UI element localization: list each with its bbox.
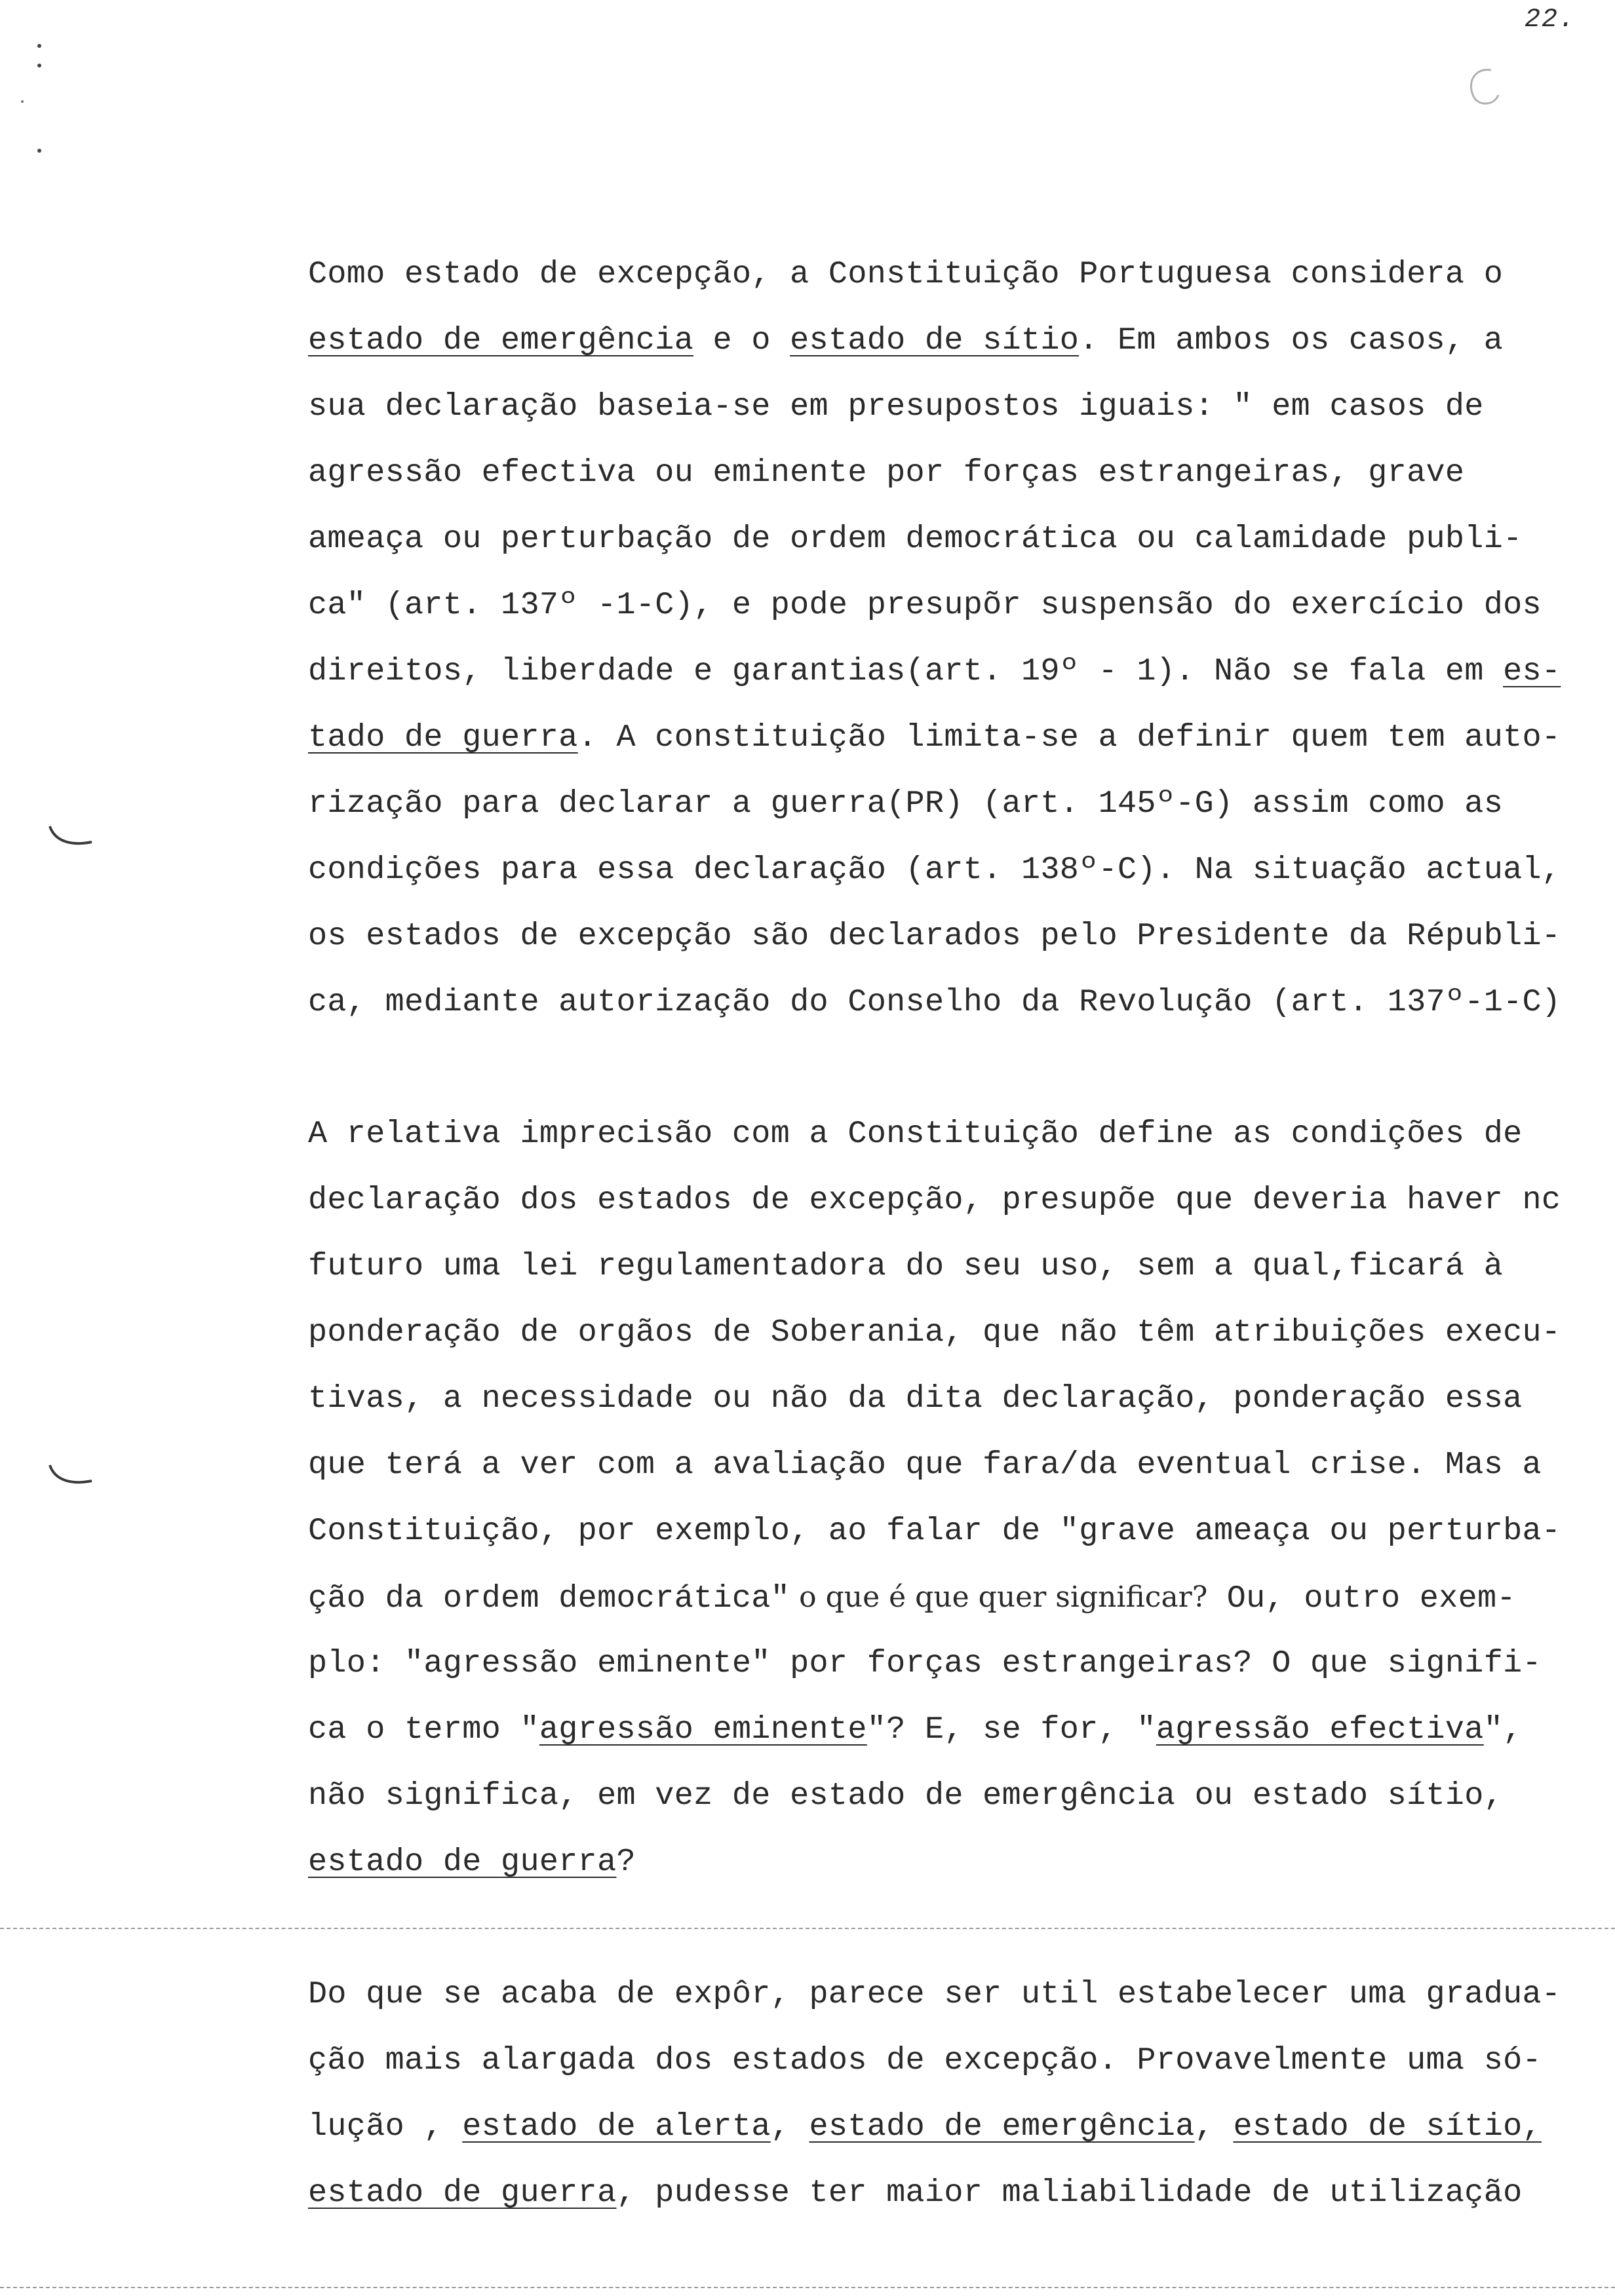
text-line [308,1167,1612,1233]
text-segment: que terá a ver com a avaliação que fara/da eventual crise. Mas a [308,1447,1542,1483]
text-segment: declaração dos estados de excepção, presupõe que deveria haver nc [308,1182,1561,1218]
margin-bracket-mark-2 [46,1461,98,1494]
text-segment: , [770,2109,809,2145]
paragraph-2 [308,1101,1612,1895]
pencil-circle-mark [1462,62,1508,115]
underlined-term: tado de guerra [308,719,578,756]
text-segment: lução , [308,2109,463,2145]
text-line [308,2027,1612,2094]
text-segment: ponderação de orgãos de Soberania, que não têm atribuições execu- [308,1314,1561,1350]
text-segment: . A constituição limita-se a definir quem tem auto- [577,719,1561,756]
text-line [308,1630,1612,1696]
text-segment: Do que se acaba de expôr, parece ser util estabelecer uma gradua- [308,1976,1561,2012]
text-segment: ", [1483,1712,1523,1748]
text-line [308,1696,1612,1763]
text-segment: ca o termo " [308,1712,539,1748]
text-segment: Como estado de excepção, a Constituição Portuguesa considera o [308,256,1504,292]
margin-dots-mark [20,39,59,170]
text-line [308,241,1612,307]
text-line [308,1763,1612,1829]
text-line [308,1299,1612,1366]
text-line [308,704,1612,771]
page-bottom-edge [0,2287,1615,2288]
text-line [308,1829,1612,1895]
text-segment: condições para essa declaração (art. 138º-C). Na situação actual, [308,852,1561,888]
underlined-term: estado de guerra [308,2175,617,2211]
text-segment: ameaça ou perturbação de ordem democrática ou calamidade publi- [308,521,1523,557]
page-number: 22. [1524,5,1576,35]
text-line [308,2160,1612,2226]
underlined-term: es- [1503,653,1561,689]
text-line [308,373,1612,440]
text-segment: A relativa imprecisão com a Constituição define as condições de [308,1116,1523,1152]
text-line [308,638,1612,704]
text-segment: futuro uma lei regulamentadora do seu uso, sem a qual,ficará à [308,1248,1504,1284]
text-line [308,1961,1612,2027]
underlined-term: estado de sítio, [1233,2109,1542,2145]
text-line [308,771,1612,837]
text-line [308,1432,1612,1498]
text-line [308,1564,1612,1630]
text-line [308,903,1612,969]
text-line [308,969,1612,1035]
underlined-term: agressão efectiva [1156,1712,1484,1748]
text-segment: "? E, se for, " [866,1712,1156,1748]
text-line [308,1498,1612,1564]
text-segment: . Em ambos os casos, a [1079,322,1504,358]
text-segment: direitos, liberdade e garantias(art. 19º - 1). Não se fala em [308,653,1504,689]
text-segment: ? [616,1844,636,1880]
text-segment: rização para declarar a guerra(PR) (art. 145º-G) assim como as [308,786,1504,822]
underlined-term: estado de emergência [809,2109,1195,2145]
underlined-term: estado de sítio [790,322,1080,358]
text-line [308,837,1612,903]
paragraph-3 [308,1961,1612,2226]
text-segment: ca" (art. 137º -1-C), e pode presupõr suspensão do exercício dos [308,587,1542,623]
text-segment: ção da ordem democrática" [308,1580,790,1617]
text-segment: sua declaração baseia-se em presupostos iguais: " em casos de [308,389,1484,425]
text-segment: e o [693,322,790,358]
page-fold-divider [0,1928,1615,1929]
text-segment: ção mais alargada dos estados de excepção. Provavelmente uma só- [308,2042,1542,2078]
text-line [308,1101,1612,1167]
text-line [308,2094,1612,2160]
underlined-term: agressão eminente [539,1712,867,1748]
text-segment: plo: "agressão eminente" por forças estrangeiras? O que signifi- [308,1645,1542,1681]
margin-bracket-mark-1 [46,822,98,855]
text-line [308,1366,1612,1432]
text-segment: ca, mediante autorização do Conselho da Revolução (art. 137º-1-C) [308,984,1561,1020]
text-segment: não significa, em vez de estado de emergência ou estado sítio, [308,1778,1504,1814]
text-line [308,440,1612,506]
text-line [308,307,1612,373]
text-segment: , pudesse ter maior maliabilidade de utilização [616,2175,1523,2211]
text-segment: Constituição, por exemplo, ao falar de "grave ameaça ou perturba- [308,1513,1561,1549]
paragraph-1 [308,241,1612,1035]
text-segment: , [1194,2109,1234,2145]
underlined-term: estado de guerra [308,1844,617,1880]
text-segment: tivas, a necessidade ou não da dita declaração, ponderação essa [308,1381,1523,1417]
text-segment: Ou, outro exem- [1207,1580,1516,1617]
text-segment: os estados de excepção são declarados pelo Presidente da Républi- [308,918,1561,954]
underlined-term: estado de alerta [462,2109,771,2145]
text-line [308,506,1612,572]
handwritten-annotation: o que é que quer significar? [790,1580,1208,1614]
text-line [308,572,1612,638]
text-line [308,1233,1612,1299]
text-segment: agressão efectiva ou eminente por forças estrangeiras, grave [308,455,1465,491]
underlined-term: estado de emergência [308,322,694,358]
